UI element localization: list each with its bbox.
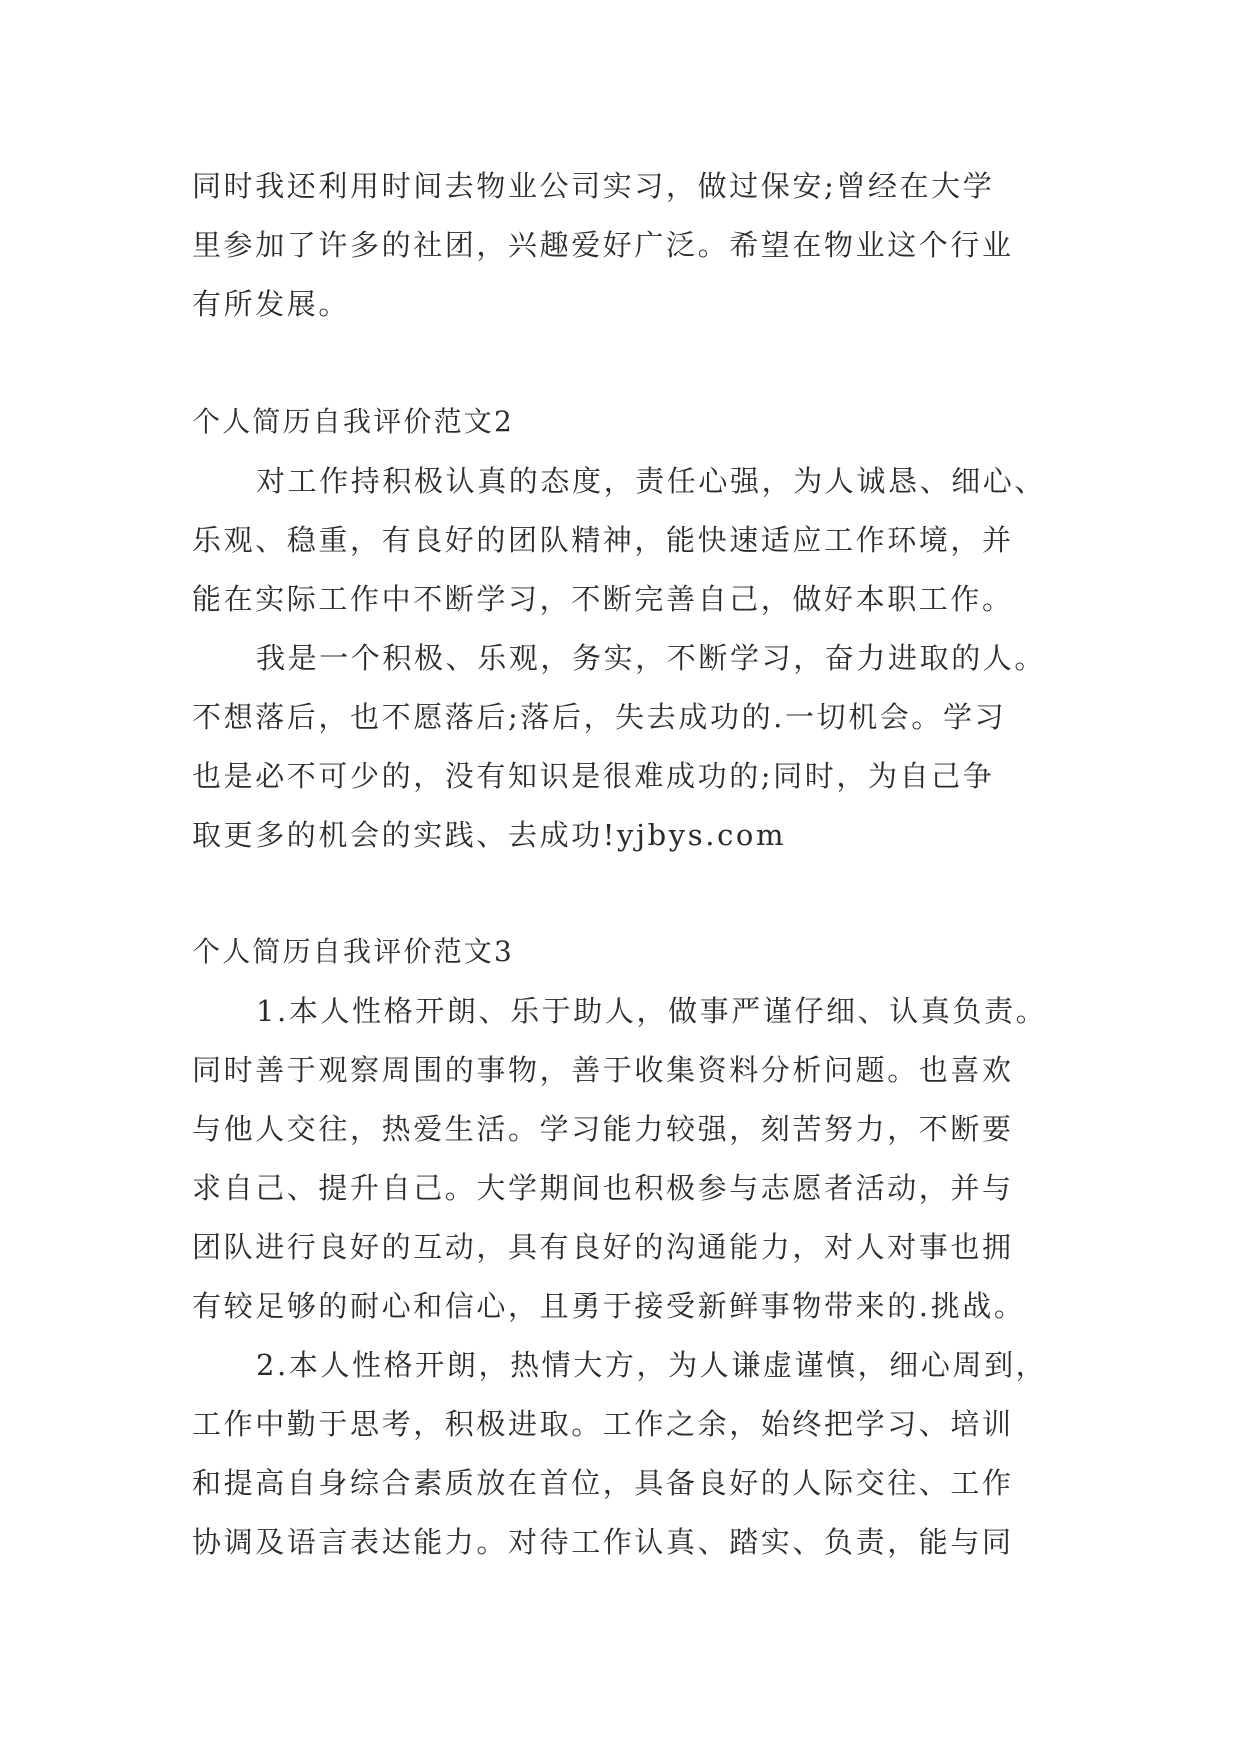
paragraph-line: 能在实际工作中不断学习，不断完善自己，做好本职工作。: [192, 582, 1014, 616]
paragraph-line: 与他人交往，热爱生活。学习能力较强，刻苦努力，不断要: [192, 1112, 1014, 1146]
intro-line: 里参加了许多的社团，兴趣爱好广泛。希望在物业这个行业: [192, 228, 1014, 262]
section-heading: 个人简历自我评价范文2: [192, 405, 515, 438]
intro-line: 有所发展。: [192, 287, 351, 321]
paragraph-line: 2.本人性格开朗，热情大方，为人谦虚谨慎，细心周到，: [256, 1348, 1048, 1382]
paragraph-line: 有较足够的耐心和信心，且勇于接受新鲜事物带来的.挑战。: [192, 1289, 1026, 1323]
paragraph-line: 协调及语言表达能力。对待工作认真、踏实、负责，能与同: [192, 1525, 1014, 1559]
paragraph-line: 不想落后，也不愿落后;落后，失去成功的.一切机会。学习: [192, 700, 1007, 734]
paragraph-line: 工作中勤于思考，积极进取。工作之余，始终把学习、培训: [192, 1407, 1014, 1441]
paragraph-line: 同时善于观察周围的事物，善于收集资料分析问题。也喜欢: [192, 1053, 1014, 1087]
paragraph-line: 我是一个积极、乐观，务实，不断学习，奋力进取的人。: [256, 641, 1047, 675]
paragraph-line: 对工作持积极认真的态度，责任心强，为人诚恳、细心、: [256, 464, 1047, 498]
paragraph-line: 和提高自身综合素质放在首位，具备良好的人际交往、工作: [192, 1466, 1014, 1500]
paragraph-line: 取更多的机会的实践、去成功!yjbys.com: [192, 818, 787, 852]
paragraph-line: 乐观、稳重，有良好的团队精神，能快速适应工作环境，并: [192, 523, 1014, 557]
intro-line: 同时我还利用时间去物业公司实习，做过保安;曾经在大学: [192, 169, 995, 203]
paragraph-line: 求自己、提升自己。大学期间也积极参与志愿者活动，并与: [192, 1171, 1014, 1205]
paragraph-line: 也是必不可少的，没有知识是很难成功的;同时，为自己争: [192, 759, 995, 793]
paragraph-line: 团队进行良好的互动，具有良好的沟通能力，对人对事也拥: [192, 1230, 1014, 1264]
paragraph-line: 1.本人性格开朗、乐于助人，做事严谨仔细、认真负责。: [256, 994, 1048, 1028]
section-heading: 个人简历自我评价范文3: [192, 935, 515, 968]
